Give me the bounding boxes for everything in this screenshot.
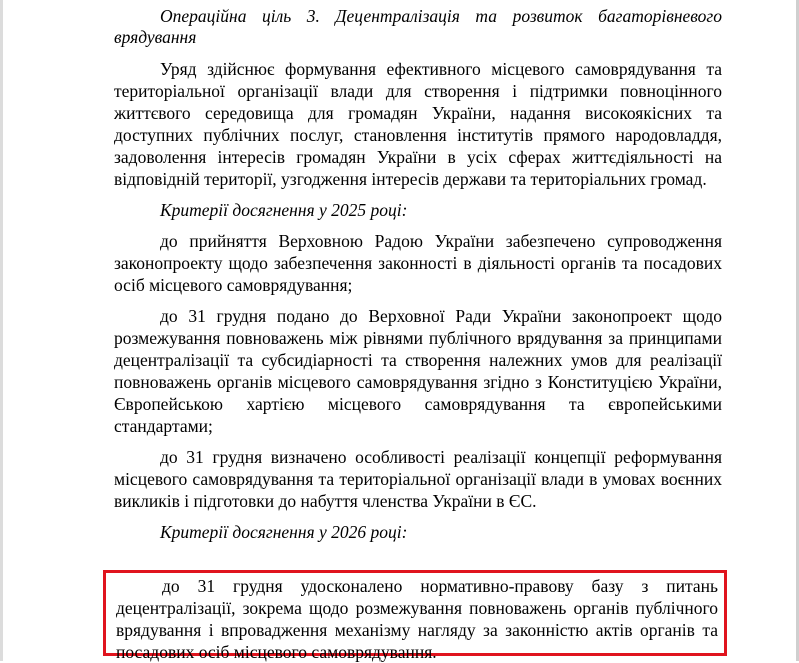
criteria-2025-item: до 31 грудня подано до Верховної Ради України законопроект щодо розмежування повноважень між рівнями публічного врядування за принципами децентралізації та субсидіарності та створення належних умов для реалізації повноважень органів місцевого самоврядування згідно з Конституцією України, Європейською хартією місцевого самоврядування та європейськими стандартами; bbox=[114, 306, 722, 436]
criteria-2025-item: до прийняття Верховною Радою України забезпечено супроводження законопроекту щодо забезпечення законності в діяльності органів та посадових осіб місцевого самоврядування; bbox=[114, 231, 722, 295]
goal-description: Уряд здійснює формування ефективного місцевого самоврядування та територіальної організації влади для створення і підтримки повноцінного життєвого середовища для громадян України, надання високоякісних та доступних публічних послуг, становлення інститутів прямого народовладдя, задоволення інтересів громадян України в усіх сферах життєдіяльності на відповідній території, узгодження інтересів держави та територіальних громад. bbox=[114, 59, 722, 189]
goal-heading: Операційна ціль 3. Децентралізація та розвиток багаторівневого врядування bbox=[114, 6, 722, 47]
highlight-box bbox=[103, 570, 727, 662]
criteria-2025-heading: Критерії досягнення у 2025 році: bbox=[160, 200, 408, 220]
criteria-2026-highlighted-item: до 31 грудня удосконалено нормативно-правову базу з питань децентралізації, зокрема щодо розмежування повноважень органів публічного врядування і впровадження механізму нагляду за законністю актів органів та посадових осіб місцевого самоврядування. bbox=[116, 576, 718, 662]
left-edge-divider bbox=[0, 0, 3, 661]
criteria-2026-heading: Критерії досягнення у 2026 році: bbox=[160, 522, 408, 542]
criteria-2025-item: до 31 грудня визначено особливості реалізації концепції реформування місцевого самоврядування та територіальної організації влади в умовах воєнних викликів і підготовки до набуття членства України в ЄС. bbox=[114, 447, 722, 511]
document-body bbox=[114, 6, 722, 552]
